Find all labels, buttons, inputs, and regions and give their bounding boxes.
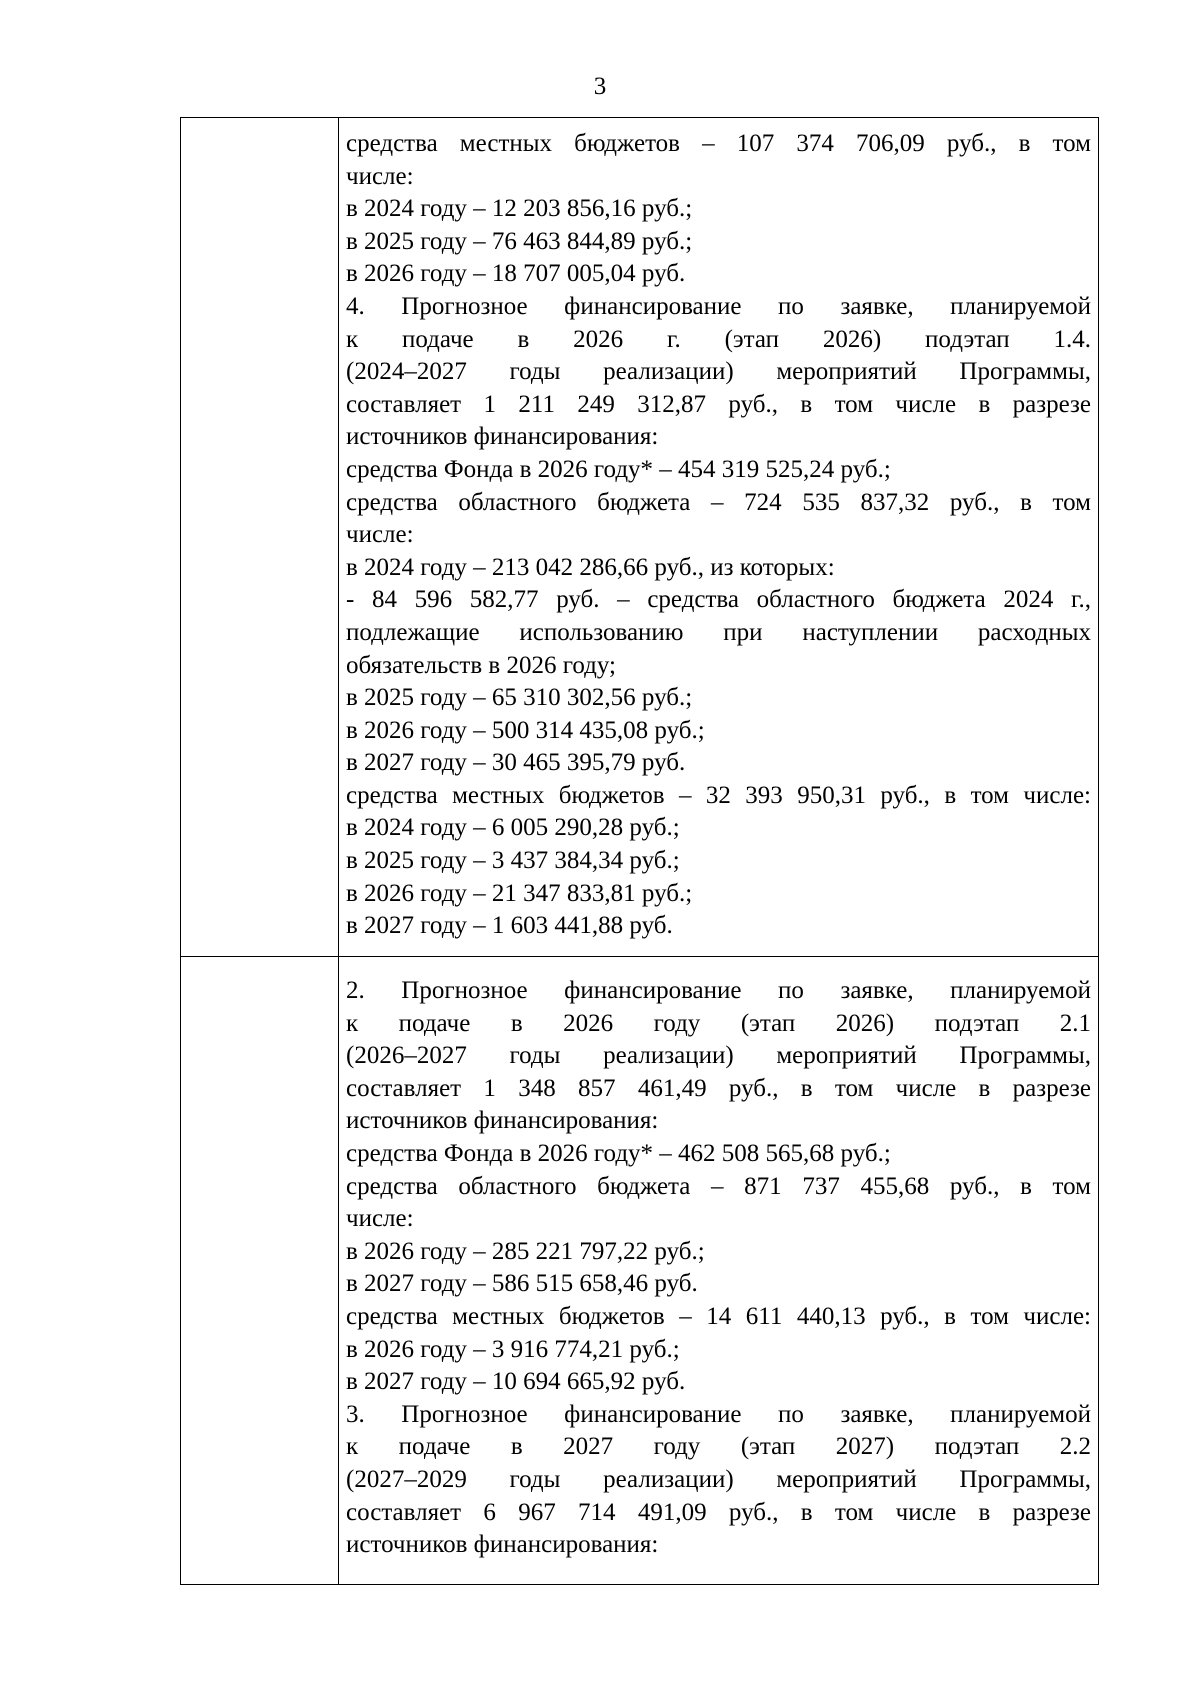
text-line: (2026–2027 годы реализации) мероприятий Программы, — [346, 1042, 1091, 1070]
table-cell-left — [181, 118, 339, 957]
text-line: источников финансирования: — [346, 1531, 659, 1559]
table-cell-left — [181, 957, 339, 1585]
table-row — [181, 118, 1099, 957]
text-line: средства местных бюджетов – 107 374 706,09 руб., в том — [346, 130, 1091, 157]
text-line: подлежащие использованию при наступлении расходных — [346, 618, 1091, 646]
text-line: 4. Прогнозное финансирование по заявке, планируемой — [346, 292, 1091, 320]
text-line: в 2024 году – 213 042 286,66 руб., из которых: — [346, 553, 835, 581]
text-line: обязательств в 2026 году; — [346, 651, 616, 679]
text-line: средства Фонда в 2026 году* – 462 508 565,68 руб.; — [346, 1139, 891, 1167]
text-line: к подаче в 2026 году (этап 2026) подэтап 2.1 — [346, 1009, 1091, 1037]
text-line: в 2027 году – 586 515 658,46 руб. — [346, 1270, 698, 1298]
text-line: числе: — [346, 521, 414, 549]
text-line: в 2026 году – 500 314 435,08 руб.; — [346, 716, 705, 744]
text-line: 3. Прогнозное финансирование по заявке, планируемой — [346, 1400, 1091, 1428]
text-line: - 84 596 582,77 руб. – средства областного бюджета 2024 г., — [346, 586, 1091, 614]
text-line: к подаче в 2026 г. (этап 2026) подэтап 1.4. — [346, 325, 1091, 353]
text-line: средства Фонда в 2026 году* – 454 319 525,24 руб.; — [346, 455, 891, 483]
text-line: источников финансирования: — [346, 423, 659, 451]
text-line: в 2025 году – 76 463 844,89 руб.; — [346, 227, 693, 255]
text-line: 2. Прогнозное финансирование по заявке, планируемой — [346, 977, 1091, 1004]
page-number: 3 — [593, 73, 607, 100]
text-line: в 2027 году – 30 465 395,79 руб. — [346, 749, 686, 777]
text-line: средства местных бюджетов – 32 393 950,31 руб., в том числе: — [346, 781, 1091, 809]
text-line: составляет 1 211 249 312,87 руб., в том числе в разрезе — [346, 390, 1091, 418]
text-line: в 2026 году – 18 707 005,04 руб. — [346, 260, 686, 288]
text-line: к подаче в 2027 году (этап 2027) подэтап 2.2 — [346, 1433, 1091, 1461]
text-line: (2024–2027 годы реализации) мероприятий Программы, — [346, 358, 1091, 386]
text-line: в 2024 году – 6 005 290,28 руб.; — [346, 814, 680, 842]
cell-text-block — [339, 118, 1098, 956]
text-line: источников финансирования: — [346, 1107, 659, 1135]
text-line: числе: — [346, 1205, 414, 1233]
table-cell-right — [339, 118, 1099, 957]
text-line: в 2026 году – 21 347 833,81 руб.; — [346, 879, 693, 907]
text-line: в 2025 году – 3 437 384,34 руб.; — [346, 847, 680, 875]
text-line: в 2026 году – 3 916 774,21 руб.; — [346, 1335, 680, 1363]
text-line: составляет 1 348 857 461,49 руб., в том числе в разрезе — [346, 1074, 1091, 1102]
table-cell-right — [339, 957, 1099, 1585]
table-row — [181, 957, 1099, 1585]
text-line: в 2024 году – 12 203 856,16 руб.; — [346, 195, 693, 223]
text-line: в 2025 году – 65 310 302,56 руб.; — [346, 684, 693, 712]
text-line: в 2027 году – 1 603 441,88 руб. — [346, 912, 673, 940]
text-line: числе: — [346, 162, 414, 190]
text-line: составляет 6 967 714 491,09 руб., в том числе в разрезе — [346, 1498, 1091, 1526]
text-line: средства областного бюджета – 871 737 455,68 руб., в том — [346, 1172, 1091, 1200]
text-line: (2027–2029 годы реализации) мероприятий Программы, — [346, 1465, 1091, 1493]
cell-text-block — [339, 957, 1098, 1584]
text-line: средства областного бюджета – 724 535 837,32 руб., в том — [346, 488, 1091, 516]
text-line: средства местных бюджетов – 14 611 440,13 руб., в том числе: — [346, 1302, 1091, 1330]
text-line: в 2027 году – 10 694 665,92 руб. — [346, 1368, 686, 1396]
program-funding-table — [180, 117, 1099, 1585]
text-line: в 2026 году – 285 221 797,22 руб.; — [346, 1237, 705, 1265]
